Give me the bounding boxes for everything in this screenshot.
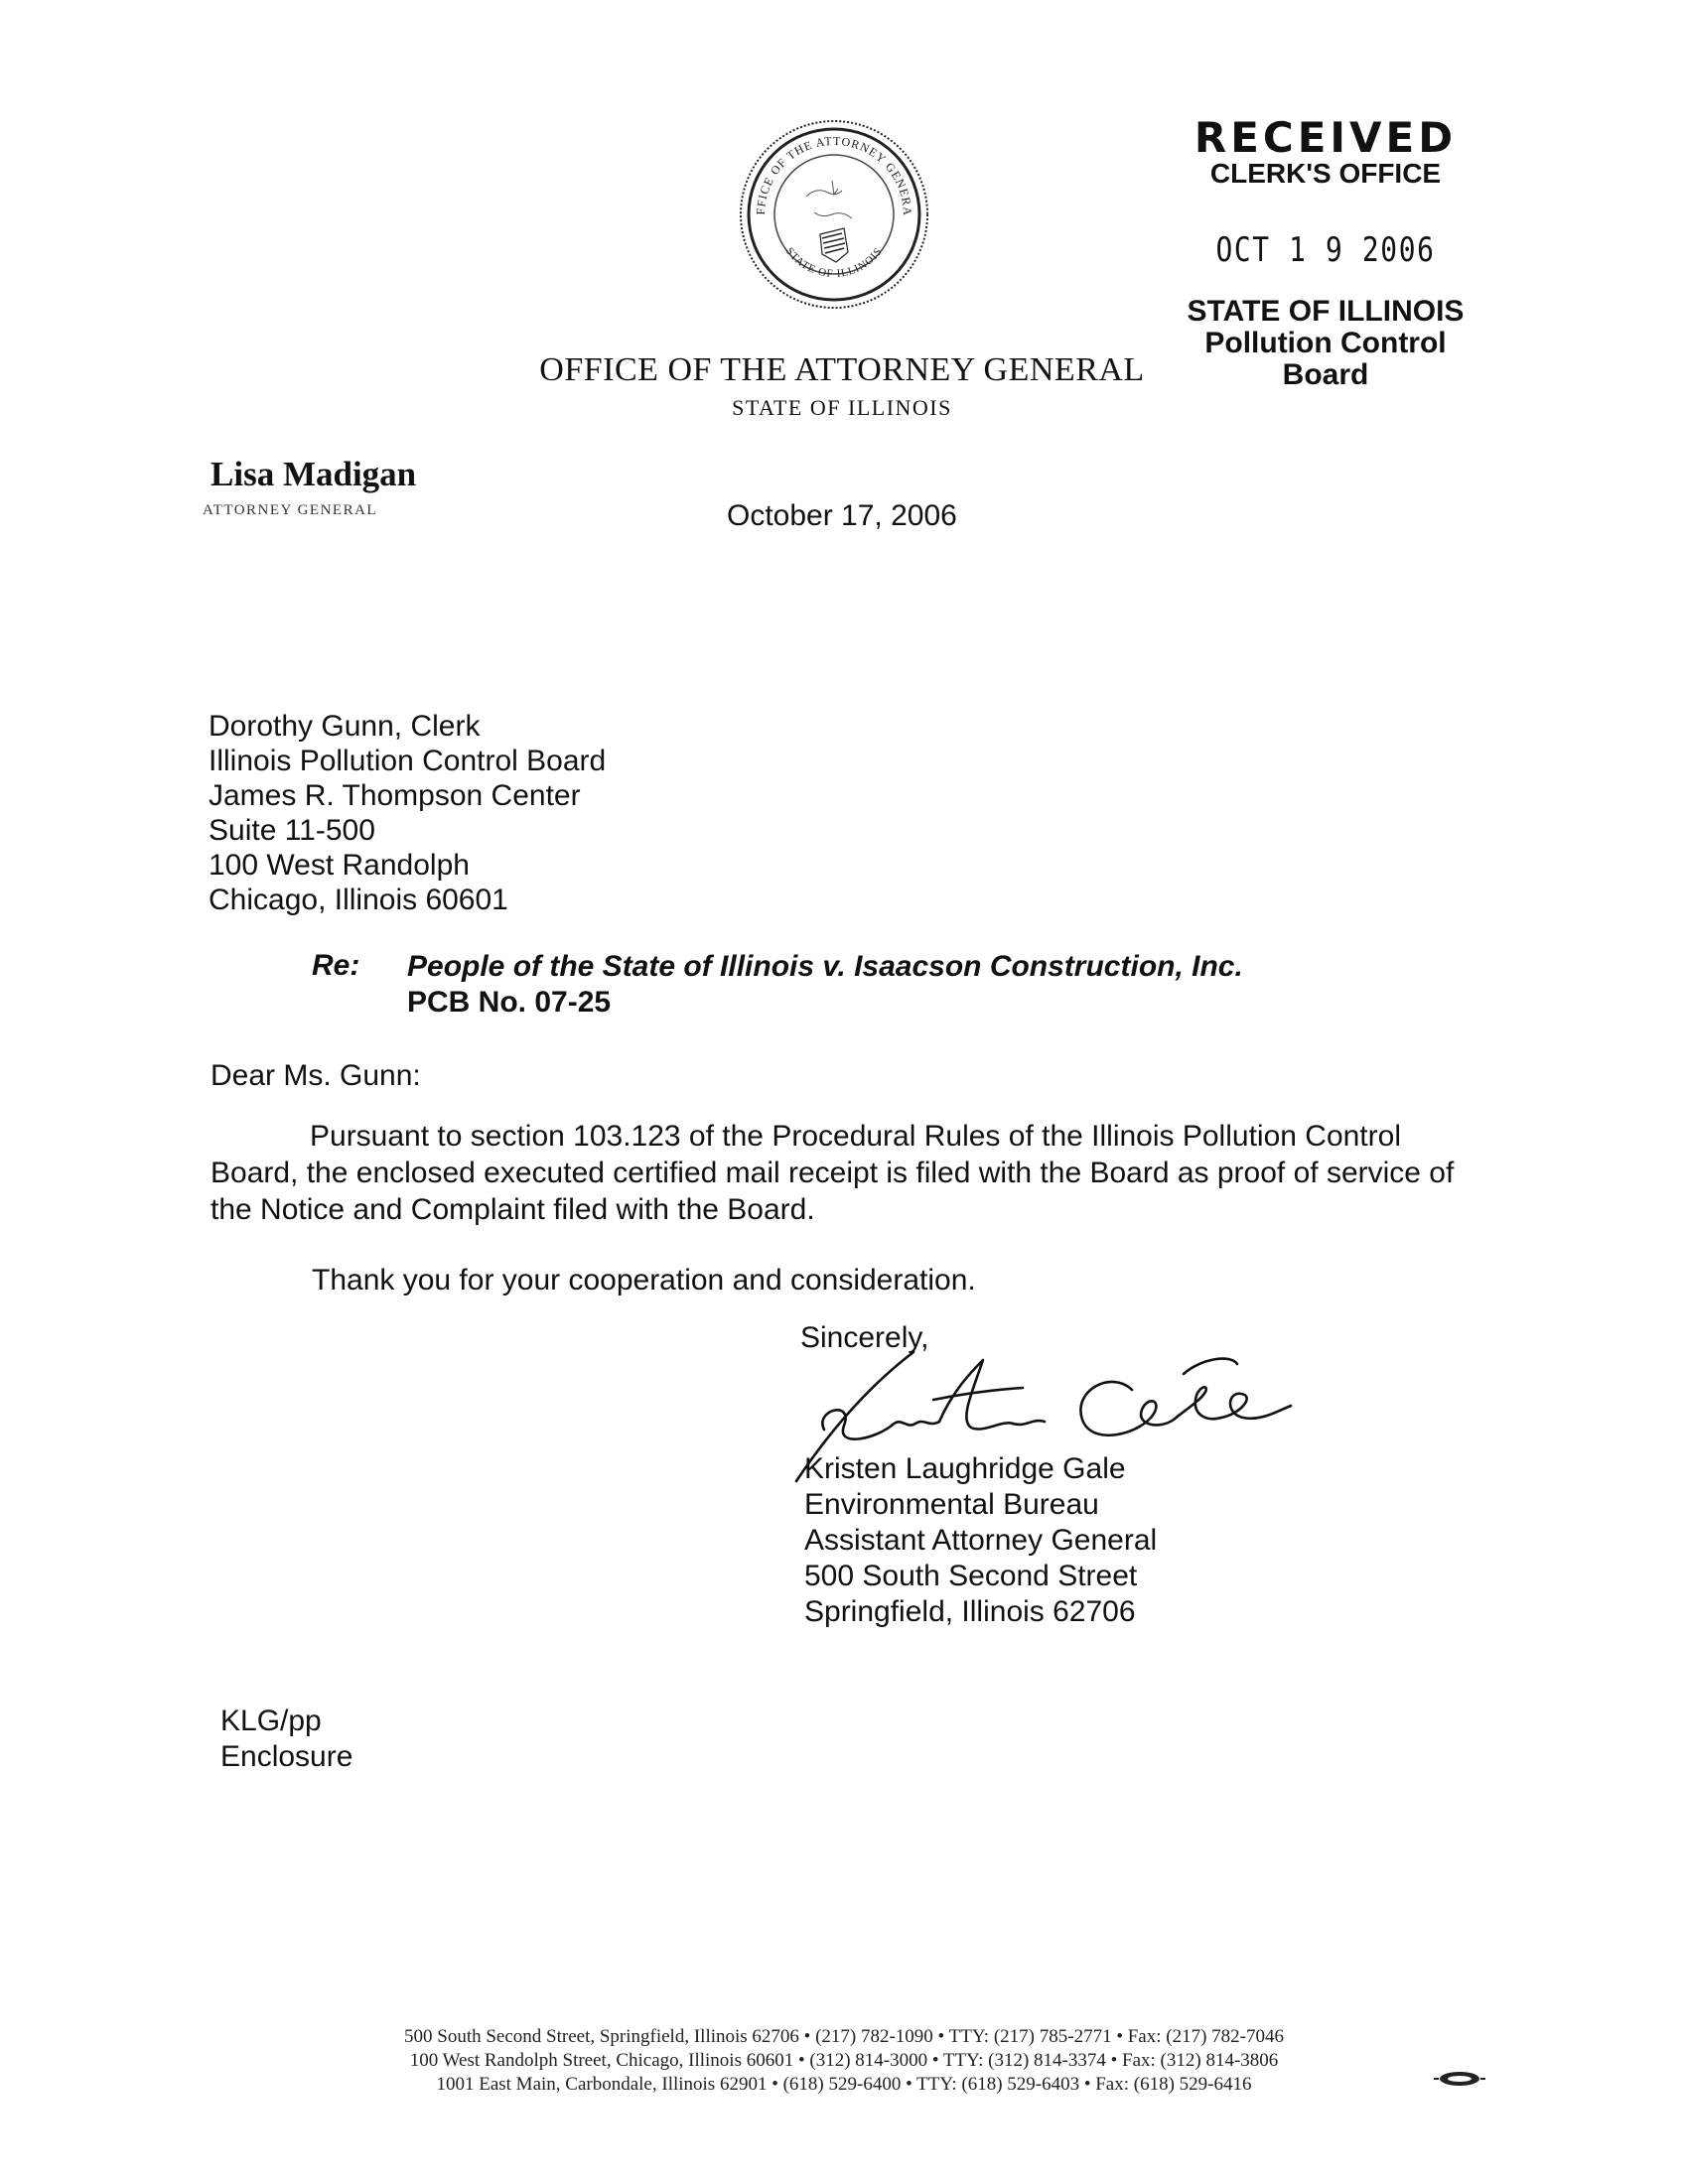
flag-shield-icon: [820, 228, 848, 262]
thanks-line: Thank you for your cooperation and consideration.: [312, 1264, 976, 1297]
recipient-line: Dorothy Gunn, Clerk: [209, 710, 481, 743]
seal-bottom-text: STATE OF ILLINOIS: [782, 245, 886, 280]
re-subject: [407, 949, 1243, 1021]
attorney-general-title: ATTORNEY GENERAL: [203, 502, 378, 518]
signer-street: 500 South Second Street: [804, 1560, 1138, 1592]
re-case-title: People of the State of Illinois v. Isaacson Construction, Inc.: [407, 950, 1243, 983]
salutation: Dear Ms. Gunn:: [210, 1059, 421, 1092]
office-title: OFFICE OF THE ATTORNEY GENERAL: [539, 351, 1145, 388]
recipient-address: [209, 709, 606, 917]
recipient-line: 100 West Randolph: [209, 849, 470, 882]
stamp-state: STATE OF ILLINOIS: [1187, 295, 1465, 328]
signer-title: Assistant Attorney General: [804, 1524, 1158, 1557]
initials-block: [220, 1704, 352, 1775]
footer-line: 100 West Randolph Street, Chicago, Illinois 60601 • (312) 814-3000 • TTY: (312) 814-3374 • Fax: (312) 814-3806: [409, 2050, 1279, 2071]
office-state: STATE OF ILLINOIS: [732, 395, 952, 420]
stamp-board: Pollution Control Board: [1204, 327, 1447, 391]
re-case-number: PCB No. 07-25: [407, 986, 612, 1019]
enclosure-note: Enclosure: [220, 1740, 353, 1773]
attorney-general-name: Lisa Madigan: [210, 455, 417, 493]
attorney-general-seal: [737, 117, 931, 312]
seal-outer-text: FFICE OF THE ATTORNEY GENERA: [753, 133, 915, 217]
letter-date: October 17, 2006: [727, 499, 957, 532]
footer-line: 1001 East Main, Carbondale, Illinois 62901 • (618) 529-6400 • TTY: (618) 529-6403 • Fax: (618) 529-6416: [436, 2074, 1252, 2095]
stamp-clerks-office: CLERK'S OFFICE: [1209, 158, 1442, 189]
signer-city: Springfield, Illinois 62706: [804, 1595, 1136, 1628]
signature-block: [804, 1451, 1157, 1630]
received-stamp: [1162, 113, 1489, 391]
recipient-line: Suite 11-500: [209, 814, 375, 847]
stamp-received: RECEIVED: [1193, 113, 1458, 162]
footer-line: 500 South Second Street, Springfield, Illinois 62706 • (217) 782-1090 • TTY: (217) 785-2771 • Fax: (217) 782-7046: [404, 2026, 1284, 2047]
re-label: Re:: [312, 949, 360, 982]
office-addresses-footer: [258, 2025, 1430, 2097]
recipient-line: James R. Thompson Center: [209, 779, 581, 812]
recycled-paper-icon: [1434, 2069, 1485, 2089]
closing: Sincerely,: [800, 1321, 929, 1354]
typist-initials: KLG/pp: [220, 1705, 322, 1737]
stamp-date: OCT 1 9 2006: [1215, 230, 1436, 270]
signer-bureau: Environmental Bureau: [804, 1488, 1099, 1521]
signer-name: Kristen Laughridge Gale: [804, 1452, 1126, 1485]
body-paragraph: Pursuant to section 103.123 of the Procedural Rules of the Illinois Pollution Control Board, the enclosed executed certified mail receipt is filed with the Board as proof of service of the Notice and Complaint filed with the Board.: [210, 1120, 1455, 1226]
seal-icon: [737, 117, 931, 312]
recipient-line: Chicago, Illinois 60601: [209, 884, 508, 916]
recipient-line: Illinois Pollution Control Board: [209, 745, 607, 777]
